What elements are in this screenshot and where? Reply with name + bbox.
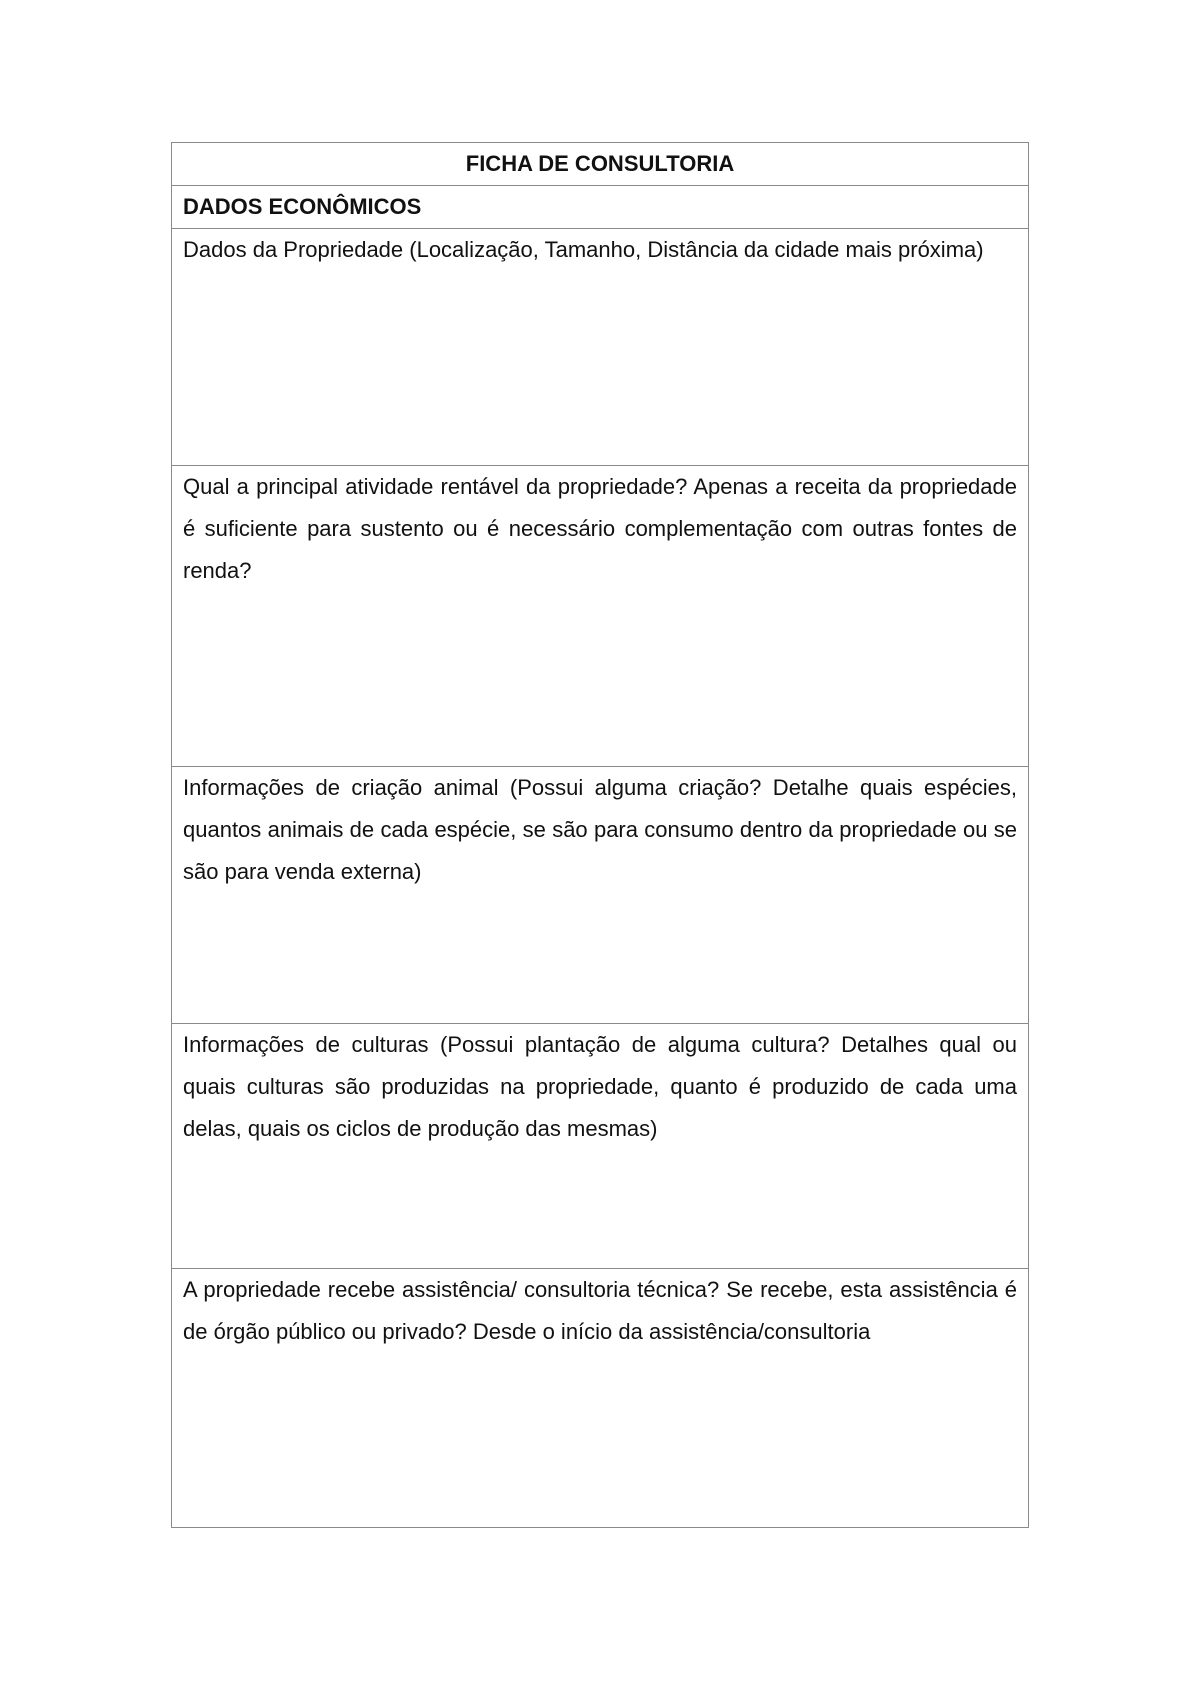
question-animal-breeding[interactable]: Informações de criação animal (Possui alguma criação? Detalhe quais espécies, quantos animais de cada espécie, se são para consumo dentro da propriedade ou se são para venda externa) bbox=[172, 767, 1029, 1024]
question-technical-assistance[interactable]: A propriedade recebe assistência/ consultoria técnica? Se recebe, esta assistência é de órgão público ou privado? Desde o início da assistência/consultoria bbox=[172, 1269, 1029, 1528]
section-row bbox=[172, 186, 1029, 229]
title-row bbox=[172, 143, 1029, 186]
consultancy-form-table bbox=[171, 142, 1029, 1528]
question-main-activity[interactable]: Qual a principal atividade rentável da propriedade? Apenas a receita da propriedade é suficiente para sustento ou é necessário complementação com outras fontes de renda? bbox=[172, 466, 1029, 767]
question-row-main-activity bbox=[172, 466, 1029, 767]
form-title: FICHA DE CONSULTORIA bbox=[172, 143, 1029, 186]
section-title: DADOS ECONÔMICOS bbox=[172, 186, 1029, 229]
question-row-property-data bbox=[172, 229, 1029, 466]
question-row-crops bbox=[172, 1024, 1029, 1269]
question-row-animal-breeding bbox=[172, 767, 1029, 1024]
question-property-data[interactable]: Dados da Propriedade (Localização, Tamanho, Distância da cidade mais próxima) bbox=[172, 229, 1029, 466]
question-crops[interactable]: Informações de culturas (Possui plantação de alguma cultura? Detalhes qual ou quais culturas são produzidas na propriedade, quanto é produzido de cada uma delas, quais os ciclos de produção das mesmas) bbox=[172, 1024, 1029, 1269]
question-row-technical-assistance bbox=[172, 1269, 1029, 1528]
